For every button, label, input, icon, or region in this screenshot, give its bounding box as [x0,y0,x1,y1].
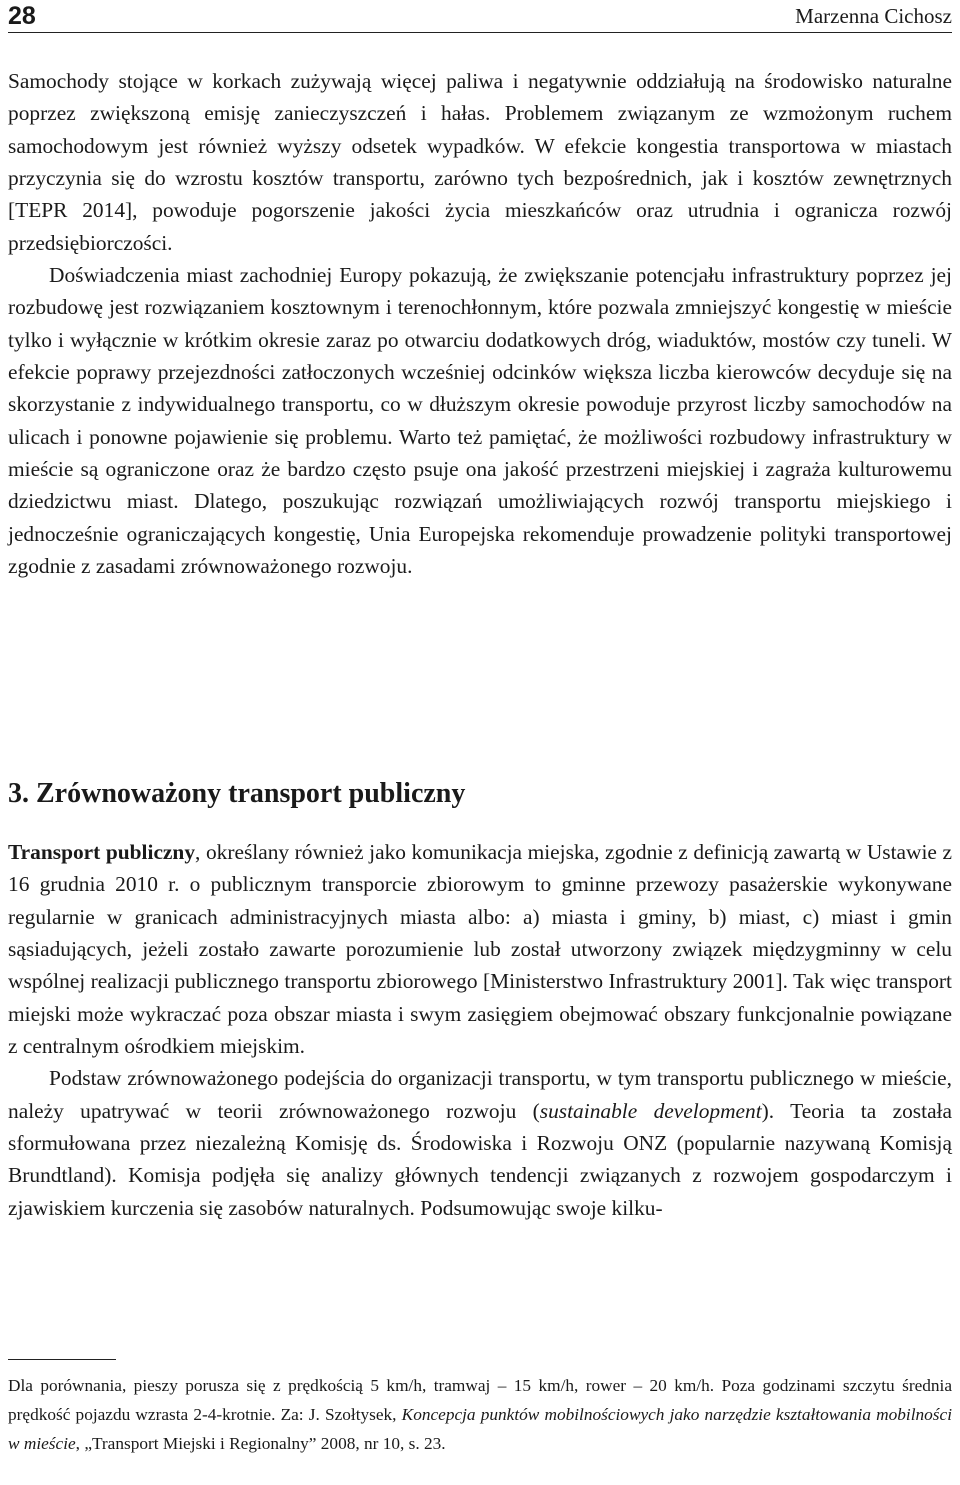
footnote-rule [8,1359,116,1360]
section-heading: 3. Zrównoważony transport publiczny [8,778,466,809]
section-text [8,836,952,1224]
footnote-text: , „Transport Miejski i Regionalny” 2008, nr 10, s. 23. [75,1434,446,1453]
paragraph-text: , określany również jako komunikacja miejska, zgodnie z definicją zawartą w Ustawie z 16 grudnia 2010 r. o publicznym transporcie zbiorowym to gminne przewozy pasażerskie wykonywane regularnie w granicach administracyjnych miasta albo: a) miasta i gminy, b) miast, c) miast i gmin sąsiadujących, jeżeli zostało zawarte porozumienie lub został utworzony związek międzygminny w celu wspólnej realizacji publicznego transportu zbiorowego [Ministerstwo Infrastruktury 2001]. Tak więc transport miejski może wykraczać poza obszar miasta i swym zasięgiem obejmować obszary funkcjonalnie powiązane z centralnym ośrodkiem miejskim. [8,840,952,1059]
italic-term: sustainable development [539,1098,762,1123]
paragraph-text: Podstaw zrównoważonego podejścia do organizacji transportu, w tym transportu publicznego w mieście, należy upatrywać w teorii zrównoważonego rozwoju ( [8,1066,952,1123]
bold-term: Transport publiczny [8,840,196,864]
footnote-title: Koncepcja punktów mobilnościowych jako narzędzie kształtowania mobilności w mieście [8,1405,952,1453]
page-header [8,0,952,32]
page-number: 28 [8,2,36,30]
paragraph [8,1062,952,1224]
paragraph-text: ). Teoria ta została sformułowana przez niezależną Komisję ds. Środowiska i Rozwoju ONZ (popularnie nazywaną Komisją Brundtland). Komisja podjęła się analizy głównych tendencji związanych z rozwojem gospodarczym i zjawiskiem kurczenia się zasobów naturalnych. Podsumowując swoje kilku- [8,1098,952,1220]
paragraph: Doświadczenia miast zachodniej Europy pokazują, że zwiększanie potencjału infrastruktury poprzez jej rozbudowę jest rozwiązaniem kosztownym i terenochłonnym, które pozwala zmniejszyć kongestię w mieście tylko i wyłącznie w krótkim okresie zaraz po otwarciu dodatkowych dróg, wiaduktów, mostów czy tuneli. W efekcie poprawy przejezdności zatłoczonych wcześniej odcinków większa liczba kierowców decyduje się na skorzystanie z indywidualnego transportu, co w dłuższym okresie powoduje przyrost liczby samochodów na ulicach i ponowne pojawienie się problemu. Warto też pamiętać, że możliwości rozbudowy infrastruktury w mieście są ograniczone oraz że bardzo często psuje ona jakość przestrzeni miejskiej i zagraża kulturowemu dziedzictwu miast. Dlatego, poszukując rozwiązań umożliwiających rozwój transportu miejskiego i jednocześnie ograniczających kongestię, Unia Europejska rekomenduje prowadzenie polityki transportowej zgodnie z zasadami zrównoważonego rozwoju. [8,263,952,579]
intro-text [8,65,952,583]
running-head-author: Marzenna Cichosz [795,4,952,28]
paragraph [8,836,952,1062]
paragraph: Samochody stojące w korkach zużywają więcej paliwa i negatywnie oddziałują na środowisko naturalne poprzez zwiększoną emisję zanieczyszczeń i hałas. Problemem związanym ze wzmożonym ruchem samochodowym jest również wyższy odsetek wypadków. W efekcie kongestia transportowa w miastach przyczynia się do wzrostu kosztów transportu, zarówno tych bezpośrednich, jak i kosztów zewnętrznych [TEPR 2014], powoduje pogorszenie jakości życia mieszkańców oraz utrudnia i ogranicza rozwój przedsiębiorczości. [8,69,952,255]
footnote-text: Dla porównania, pieszy porusza się z prędkością 5 km/h, tramwaj – 15 km/h, rower – 20 km/h. Poza godzinami szczytu średnia prędkość pojazdu wzrasta 2-4-krotnie. Za: J. Szołtysek, [8,1376,952,1424]
footnote [8,1371,952,1458]
header-rule [8,32,952,33]
